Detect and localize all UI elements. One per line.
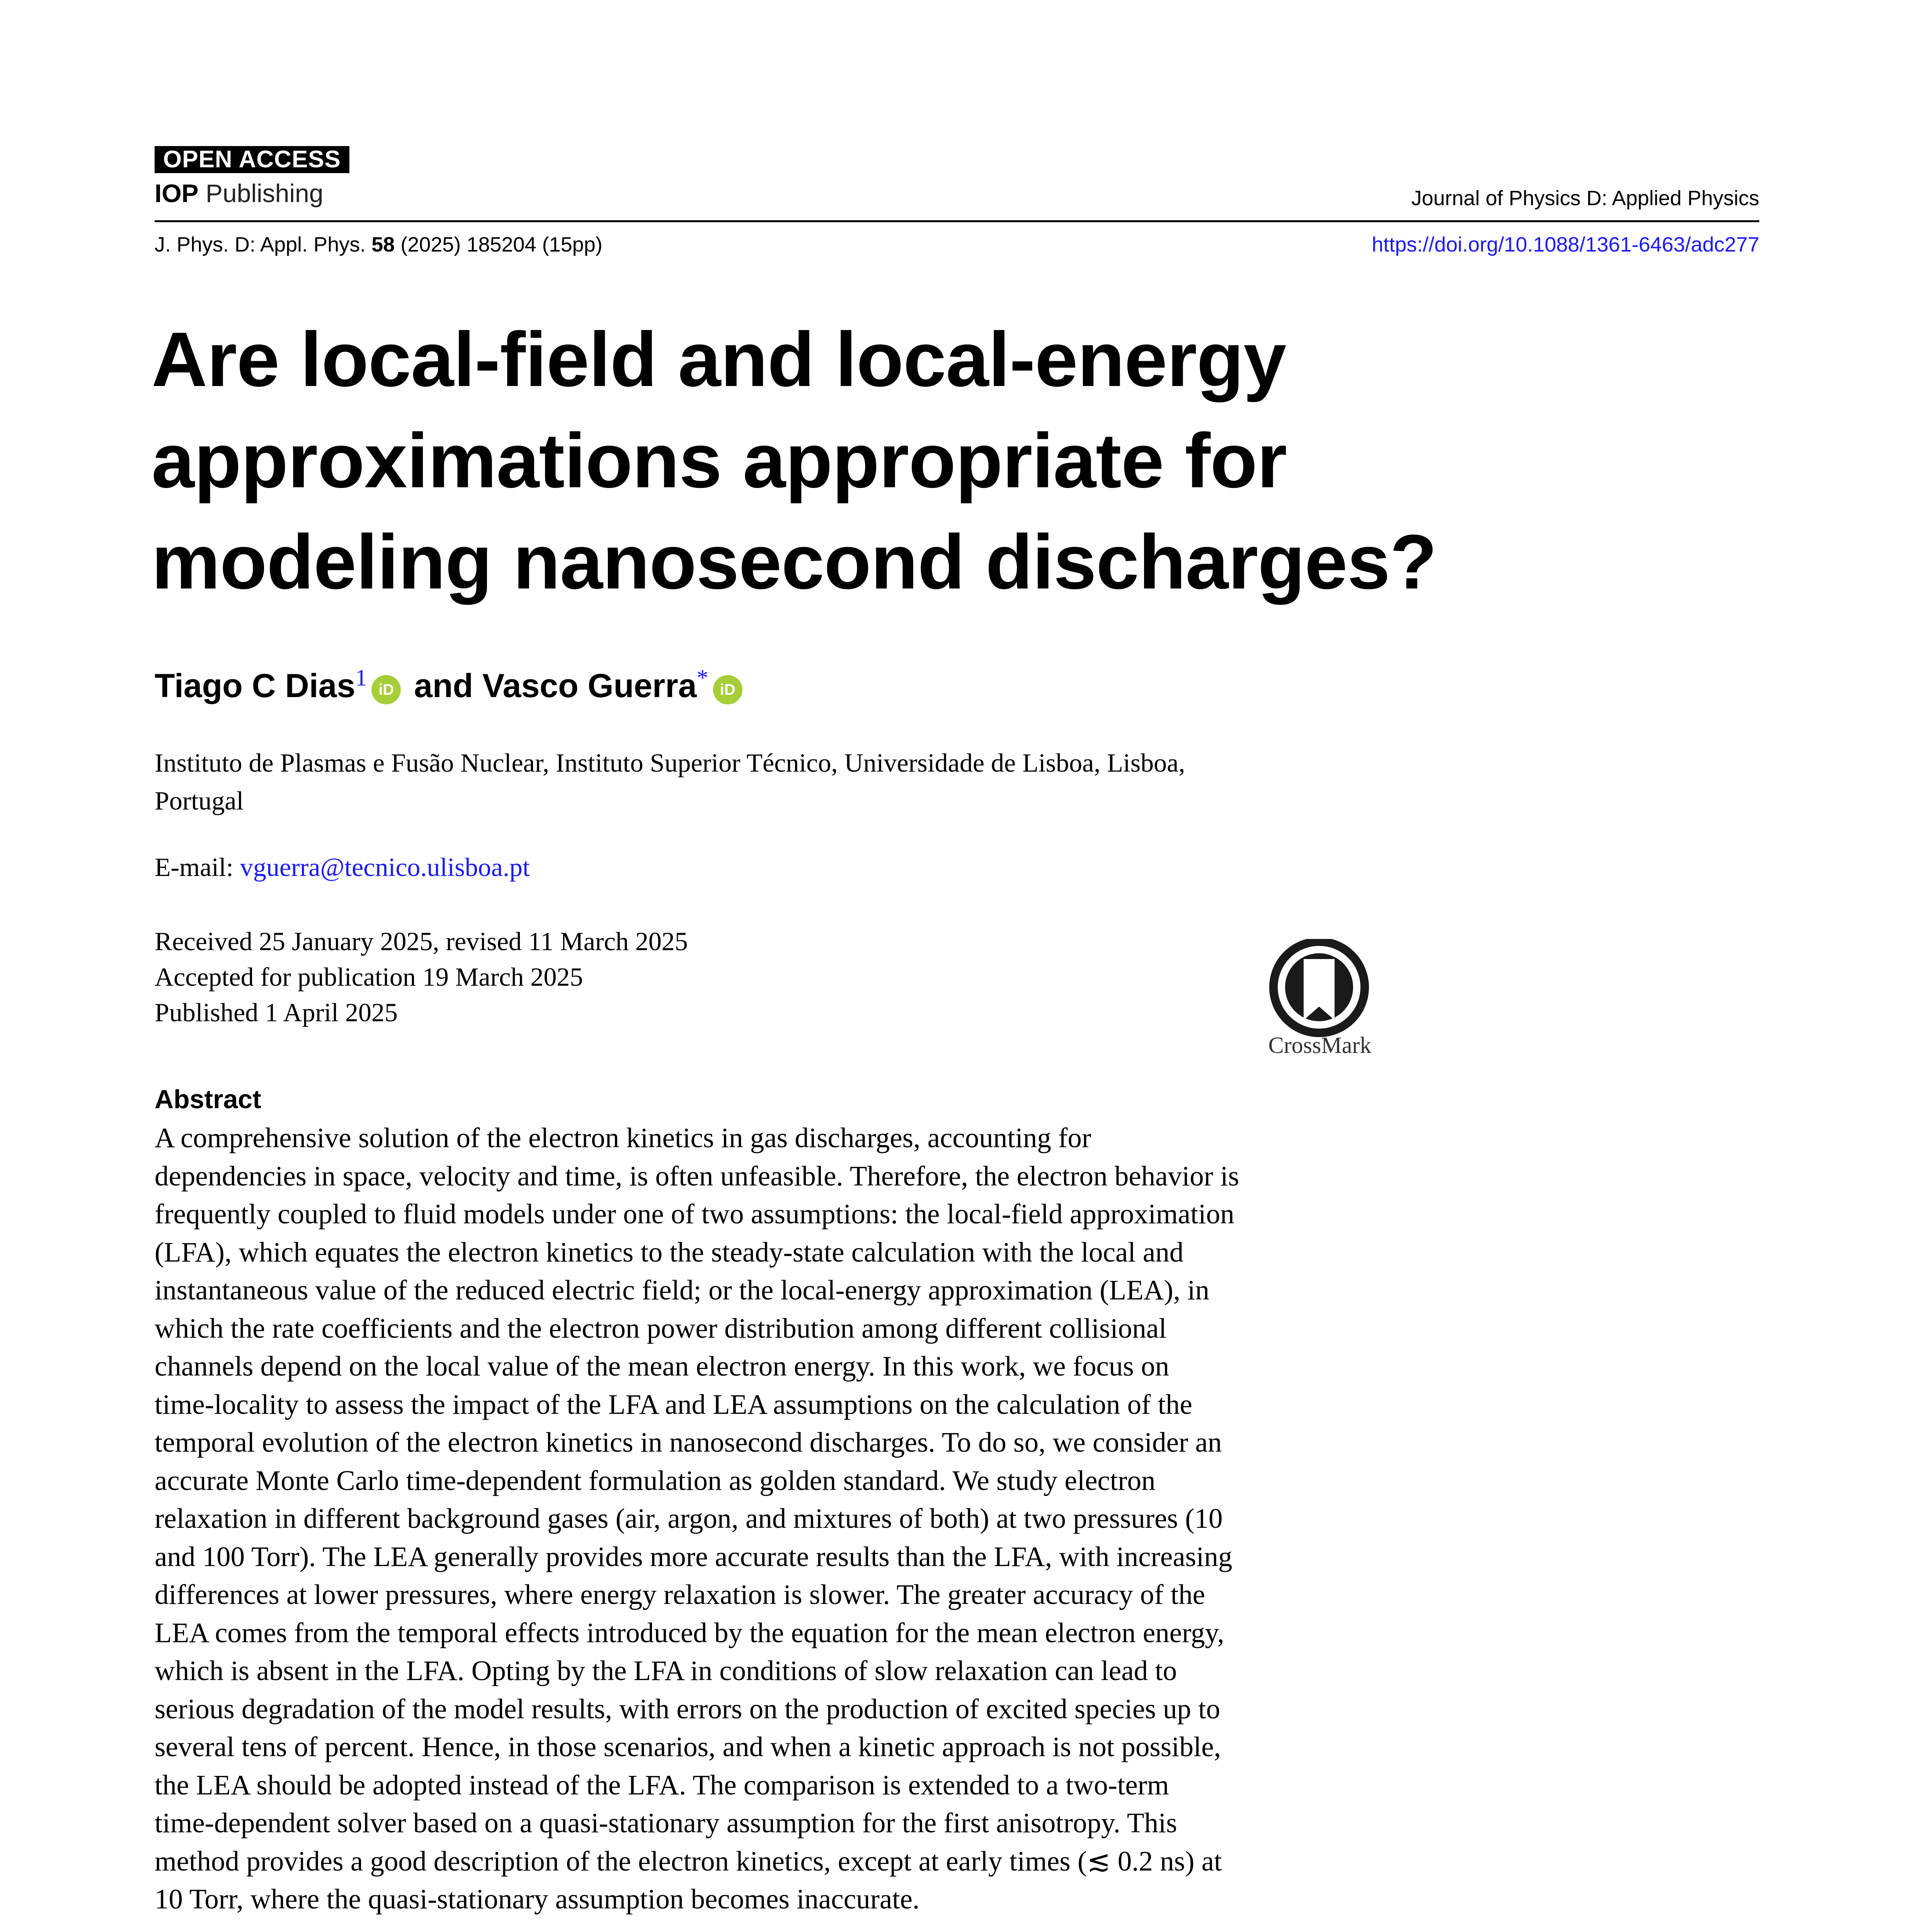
orcid-icon[interactable]: iD [371,675,401,704]
citation [155,231,603,258]
article-dates [155,923,688,1030]
affiliation-line: Instituto de Plasmas e Fusão Nuclear, Instituto Superior Técnico, Universidade de Lisboa, Lisboa, [155,748,1185,777]
abstract-line: which the rate coefficients and the electron power distribution among different collisional [155,1312,1167,1344]
published-date: Published 1 April 2025 [155,998,398,1027]
received-date: Received 25 January 2025, revised 11 March 2025 [155,927,688,956]
email-line [155,848,530,886]
title-line: approximations appropriate for [152,418,1287,504]
abstract-heading: Abstract [155,1085,261,1114]
abstract-line: method provides a good description of the electron kinetics, except at early times (≲ 0.2 ns) at [155,1845,1222,1877]
journal-name: Journal of Physics D: Applied Physics [1411,187,1759,210]
affiliation-mark-link[interactable]: 1 [355,665,367,690]
abstract-line: which is absent in the LFA. Opting by the LFA in conditions of slow relaxation can lead to [155,1655,1177,1686]
title-line: modeling nanosecond discharges? [152,519,1437,605]
email-label: E-mail: [155,852,240,882]
title-line: Are local-field and local-energy [152,316,1286,403]
iop-logo-text: Publishing [198,179,323,207]
header-divider [155,220,1759,222]
corresponding-mark-link[interactable]: * [696,665,708,690]
open-access-badge: OPEN ACCESS [155,146,349,173]
email-link[interactable]: vguerra@tecnico.ulisboa.pt [240,852,530,882]
iop-logo-mark: IOP [155,179,199,207]
abstract-line: instantaneous value of the reduced electric field; or the local-energy approximation (LEA), in [155,1274,1210,1306]
author-conjunction: and [405,667,483,704]
abstract-line: channels depend on the local value of the mean electron energy. In this work, we focus on [155,1350,1170,1382]
author-name: Tiago C Dias [155,667,356,704]
abstract-line: LEA comes from the temporal effects introduced by the equation for the mean electron energy, [155,1617,1224,1648]
abstract-line: (LFA), which equates the electron kinetics to the steady-state calculation with the local and [155,1236,1184,1268]
article-title [152,309,1582,613]
abstract-line: and 100 Torr). The LEA generally provides more accurate results than the LFA, with increasing [155,1541,1233,1572]
abstract-line: A comprehensive solution of the electron kinetics in gas discharges, accounting for [155,1122,1091,1153]
abstract-line: the LEA should be adopted instead of the LFA. The comparison is extended to a two-term [155,1769,1169,1801]
iop-publishing-logo [155,178,323,209]
abstract-line: relaxation in different background gases (air, argon, and mixtures of both) at two pressures (10 [155,1503,1223,1534]
abstract-line: several tens of percent. Hence, in those scenarios, and when a kinetic approach is not possible, [155,1731,1221,1762]
abstract-line: 10 Torr, where the quasi-stationary assumption becomes inaccurate. [155,1883,920,1915]
accepted-date: Accepted for publication 19 March 2025 [155,962,583,992]
citation-volume: 58 [371,233,395,256]
orcid-icon[interactable]: iD [713,675,742,704]
abstract-line: temporal evolution of the electron kinetics in nanosecond discharges. To do so, we consider an [155,1427,1222,1458]
abstract-line: time-locality to assess the impact of the LFA and LEA assumptions on the calculation of the [155,1388,1192,1420]
author-list [155,665,746,707]
abstract-line: time-dependent solver based on a quasi-stationary assumption for the first anisotropy. This [155,1807,1177,1838]
affiliation-line: Portugal [155,786,244,815]
abstract-line: accurate Monte Carlo time-dependent formulation as golden standard. We study electron [155,1464,1156,1496]
citation-suffix: (2025) 185204 (15pp) [395,233,603,256]
abstract-line: dependencies in space, velocity and time, is often unfeasible. Therefore, the electron behavior is [155,1160,1239,1192]
abstract-body [155,1119,1415,1918]
affiliation [155,744,1469,820]
citation-prefix: J. Phys. D: Appl. Phys. [155,233,372,256]
crossmark-label: CrossMark [1268,1032,1372,1058]
abstract-line: serious degradation of the model results, with errors on the production of excited species up to [155,1693,1221,1725]
abstract-line: differences at lower pressures, where energy relaxation is slower. The greater accuracy of the [155,1579,1205,1610]
abstract-line: frequently coupled to fluid models under one of two assumptions: the local-field approximation [155,1198,1234,1230]
doi-link[interactable]: https://doi.org/10.1088/1361-6463/adc277 [1372,233,1759,256]
author-name: Vasco Guerra [482,667,697,704]
